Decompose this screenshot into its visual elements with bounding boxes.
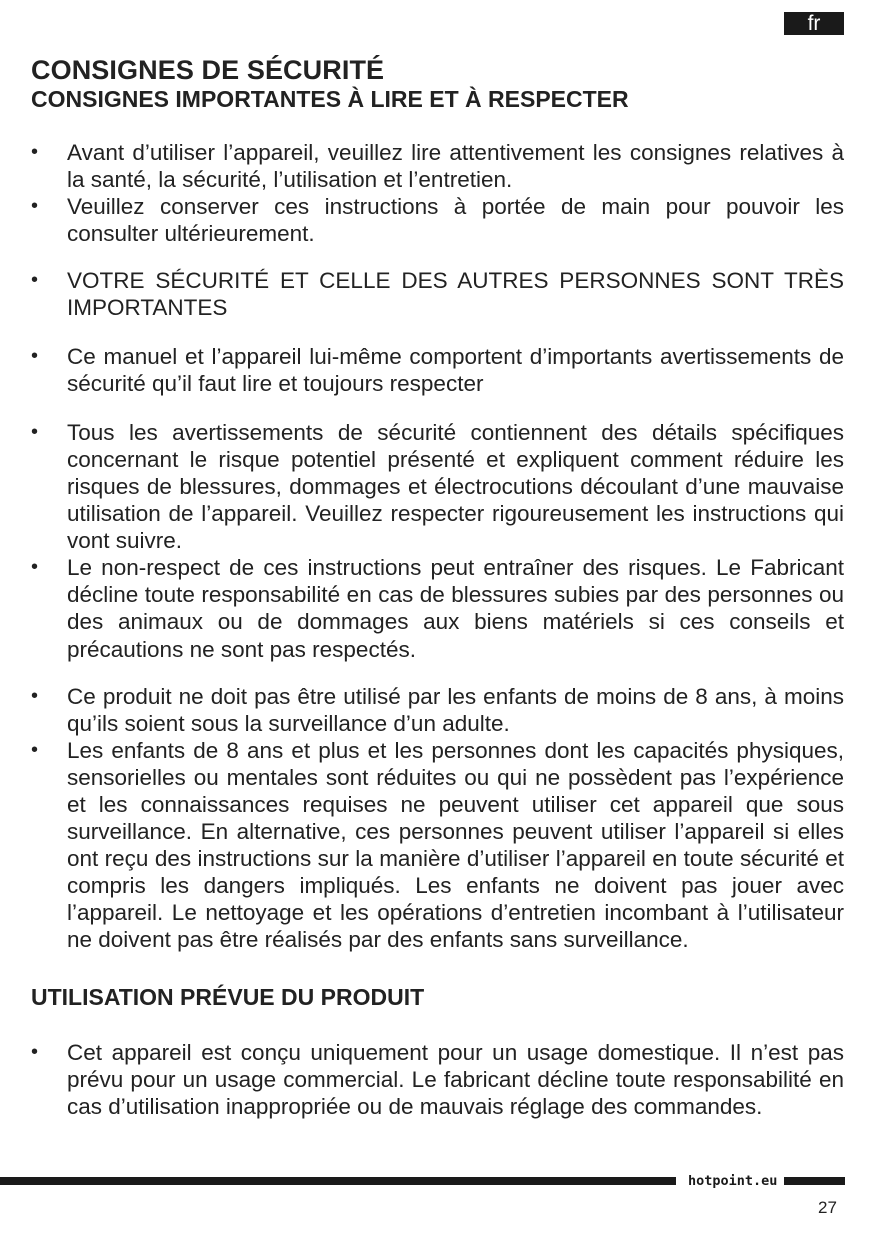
list-item-text: Veuillez conserver ces instructions à portée de main pour pouvoir les consulter ultérieurement. [67, 194, 844, 247]
list-item-text: Ce produit ne doit pas être utilisé par les enfants de moins de 8 ans, à moins qu’ils soient sous la surveillance d’un adulte. [67, 683, 844, 736]
bullet-marker: • [31, 344, 39, 367]
bullet-marker: • [31, 738, 39, 761]
list-item [31, 139, 844, 193]
list-item [31, 419, 844, 554]
list-item [31, 267, 844, 321]
list-item [31, 1039, 844, 1120]
page-subtitle: CONSIGNES IMPORTANTES À LIRE ET À RESPECTER [31, 86, 629, 112]
list-item-text: Cet appareil est conçu uniquement pour un usage domestique. Il n’est pas prévu pour un usage commercial. Le fabricant décline toute responsabilité en cas d’utilisation inappropriée ou de mauvais réglage des commandes. [67, 1039, 844, 1119]
bullet-marker: • [31, 684, 39, 707]
section-heading-intended-use: UTILISATION PRÉVUE DU PRODUIT [31, 983, 425, 1010]
list-item [31, 193, 844, 247]
page-number: 27 [818, 1198, 837, 1217]
list-item-text: Le non-respect de ces instructions peut entraîner des risques. Le Fabricant décline toute responsabilité en cas de blessures subies par des personnes ou des animaux ou de dommages aux biens matériels si ces conseils et précautions ne sont pas respectés. [67, 555, 844, 662]
bullet-marker: • [31, 141, 39, 163]
bullet-marker: • [31, 269, 39, 292]
bullet-marker: • [31, 195, 39, 218]
list-item [31, 343, 844, 397]
list-item [31, 737, 844, 954]
safety-list [31, 139, 844, 954]
list-item [31, 683, 844, 737]
list-item-text: VOTRE SÉCURITÉ ET CELLE DES AUTRES PERSONNES SONT TRÈS IMPORTANTES [67, 268, 844, 321]
safety-content [31, 139, 844, 1120]
footer-rule-left [0, 1177, 676, 1185]
list-item-text: Avant d’utiliser l’appareil, veuillez lire attentivement les consignes relatives à la santé, la sécurité, l’utilisation et l’entretien. [67, 140, 844, 193]
page-title: CONSIGNES DE SÉCURITÉ [31, 55, 385, 85]
bullet-marker: • [31, 556, 39, 579]
intended-use-list [31, 1039, 844, 1120]
list-item [31, 554, 844, 662]
list-item-text: Tous les avertissements de sécurité contiennent des détails spécifiques concernant le risque potentiel présenté et expliquent comment réduire les risques de blessures, dommages et électrocutions découlant d’une mauvaise utilisation de l’appareil. Veuillez respecter rigoureusement les instructions qui vont suivre. [67, 419, 844, 554]
footer-brand: hotpoint.eu [688, 1173, 778, 1189]
language-badge: fr [784, 12, 844, 35]
bullet-marker: • [31, 1040, 39, 1063]
footer-rule-right [784, 1177, 845, 1185]
list-item-text: Ce manuel et l’appareil lui-même comportent d’importants avertissements de sécurité qu’il faut lire et toujours respecter [67, 343, 844, 396]
bullet-marker: • [31, 420, 39, 443]
list-item-text: Les enfants de 8 ans et plus et les personnes dont les capacités physiques, sensorielles ou mentales sont réduites ou qui ne possèdent pas l’expérience et les connaissances requises ne peuvent utiliser cet appareil que sous surveillance. En alternative, ces personnes peuvent utiliser l’appareil si elles ont reçu des instructions sur la manière d’utiliser l’appareil en toute sécurité et compris les dangers impliqués. Les enfants ne doivent pas jouer avec l’appareil. Le nettoyage et les opérations d’entretien incombant à l’utilisateur ne doivent pas être réalisés par des enfants sans surveillance. [67, 737, 844, 953]
